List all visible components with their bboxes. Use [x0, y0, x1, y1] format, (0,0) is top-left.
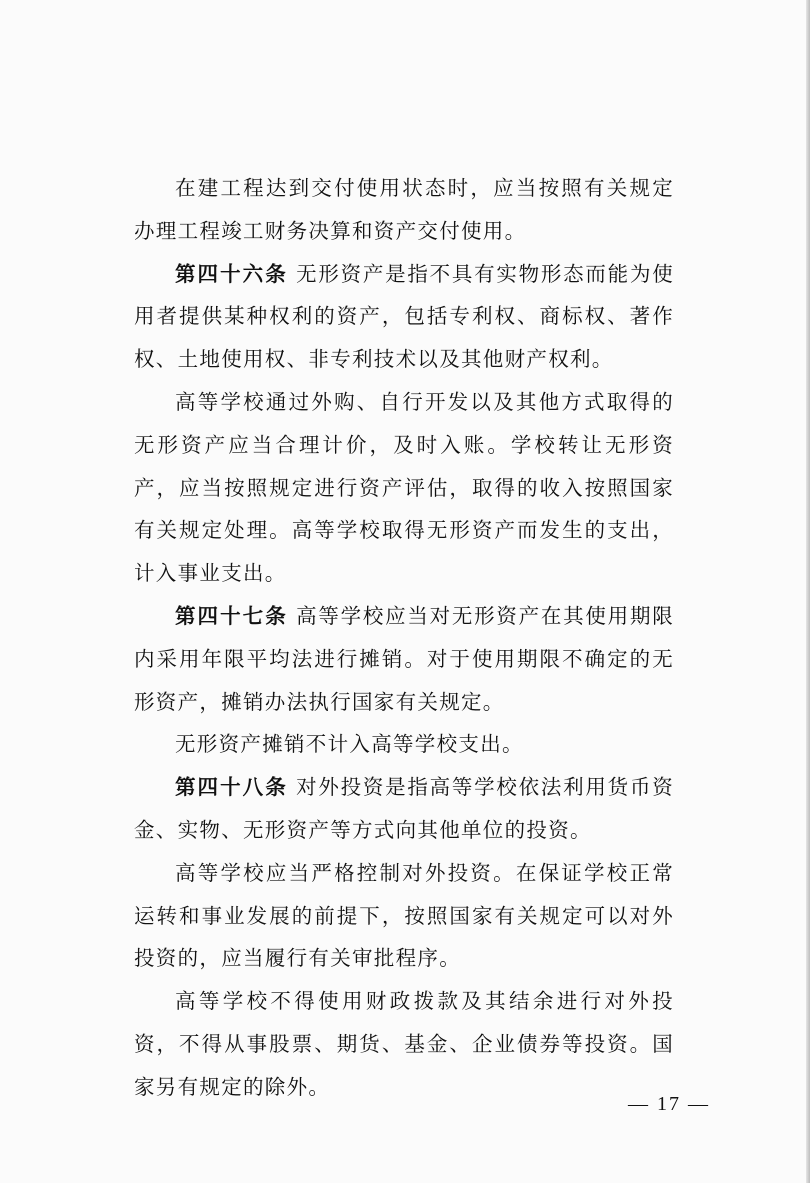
- paragraph-text: 高等学校应当严格控制对外投资。在保证学校正常运转和事业发展的前提下，按照国家有关规定可以对外投资的，应当履行有关审批程序。: [134, 860, 674, 971]
- scan-edge: [806, 0, 810, 1183]
- paragraph-3: [134, 381, 674, 595]
- paragraph-text: 高等学校不得使用财政拨款及其结余进行对外投资，不得从事股票、期货、基金、企业债券等投资。国家另有规定的除外。: [134, 989, 674, 1099]
- page-number: — 17 —: [628, 1093, 710, 1115]
- article-heading-47: 第四十七条: [175, 603, 288, 628]
- paragraph-6: [134, 766, 674, 852]
- paragraph-text: 对外投资是指高等学校依法利用货币资金、实物、无形资产等方式向其他单位的投资。: [134, 775, 674, 842]
- paragraph-text: 高等学校应当对无形资产在其使用期限内采用年限平均法进行摊销。对于使用期限不确定的无形资产，摊销办法执行国家有关规定。: [134, 603, 674, 714]
- paragraph-7: [134, 852, 674, 980]
- paragraph-text: 在建工程达到交付使用状态时，应当按照有关规定办理工程竣工财务决算和资产交付使用。: [134, 176, 674, 243]
- paragraph-2: [134, 253, 674, 381]
- body-text: [134, 167, 674, 1109]
- paragraph-text: 高等学校通过外购、自行开发以及其他方式取得的无形资产应当合理计价，及时入账。学校转让无形资产，应当按照规定进行资产评估，取得的收入按照国家有关规定处理。高等学校取得无形资产而发生的支出，计入事业支出。: [134, 389, 674, 586]
- article-heading-46: 第四十六条: [175, 261, 288, 286]
- paragraph-4: [134, 595, 674, 723]
- paragraph-5: [134, 723, 674, 766]
- paragraph-text: 无形资产摊销不计入高等学校支出。: [175, 732, 524, 757]
- paragraph-text: 无形资产是指不具有实物形态而能为使用者提供某种权利的资产，包括专利权、商标权、著作权、土地使用权、非专利技术以及其他财产权利。: [134, 261, 674, 372]
- paragraph-8: [134, 980, 674, 1108]
- article-heading-48: 第四十八条: [175, 775, 288, 800]
- paragraph-1: [134, 167, 674, 253]
